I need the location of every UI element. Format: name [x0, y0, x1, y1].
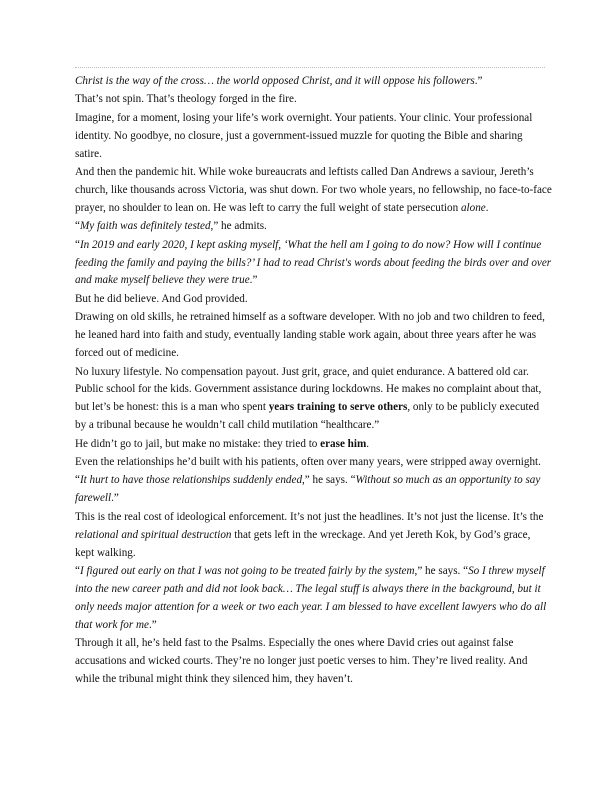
italic-run: It hurt to have those relationships suddenly ended — [79, 474, 303, 487]
article-body — [75, 73, 552, 689]
text-run: ,” he admits. — [210, 220, 267, 233]
text-run: .” — [249, 274, 258, 287]
text-run: Drawing on old skills, he retrained himself as a software developer. With no job and two children to feed, he leaned hard into faith and study, eventually landing stable work again, about three years after he was forced out of medicine. — [75, 311, 545, 360]
paragraph — [75, 164, 552, 218]
italic-run: My faith was definitely tested — [79, 220, 211, 233]
paragraph — [75, 509, 552, 563]
text-run: He didn’t go to jail, but make no mistake: they tried to — [75, 437, 321, 450]
italic-run: Without so much as an opportunity to say farewell — [75, 474, 541, 505]
paragraph — [75, 436, 552, 454]
text-run: .” — [111, 492, 119, 505]
paragraph — [75, 73, 552, 91]
italic-run: relational and spiritual destruction — [75, 528, 232, 541]
text-run: . — [366, 437, 370, 450]
paragraph — [75, 635, 552, 689]
italic-run: So I threw myself into the new career path and did not look back… The legal stuff is always there in the background, but it only needs major attention for a week or two each year. I am blessed to have excellent lawyers who do all that work for me — [75, 564, 547, 631]
italic-run: In 2019 and early 2020, I kept asking myself, ‘What the hell am I going to do now? How will I continue feeding the family and paying the bills?’ I had to read Christ's words about feeding the birds over and over and make myself believe they were true — [75, 238, 552, 287]
text-run: . — [485, 201, 489, 214]
italic-run: alone — [460, 201, 486, 214]
text-run: “ — [75, 564, 80, 577]
text-run: That’s not spin. That’s theology forged in the fire. — [75, 93, 297, 106]
text-run: Through it all, he’s held fast to the Psalms. Especially the ones where David cries out against false accusations and wicked courts. They’re no longer just poetic verses to him. They’re lived reality. And while the tribunal might think they silenced him, they haven’t. — [75, 637, 528, 685]
paragraph — [75, 454, 552, 472]
text-run: No luxury lifestyle. No compensation payout. Just grit, grace, and quiet endurance. A battered old car. Public school for the kids. Government assistance during lockdowns. He makes no complaint about that, but let’s be honest: this is a man who spent — [75, 365, 542, 414]
text-run: .” — [148, 618, 157, 631]
clipped-previous-line — [75, 66, 545, 70]
text-run: Even the relationships he’d built with his patients, often over many years, were stripped away overnight. — [75, 456, 541, 469]
text-run: that gets left in the wreckage. And yet Jereth Kok, by God’s grace, kept walking. — [75, 528, 531, 559]
paragraph — [75, 309, 552, 363]
paragraph — [75, 110, 552, 164]
italic-run: Christ is the way of the cross… the world opposed Christ, and it will oppose his followers — [75, 75, 475, 87]
text-run: Imagine, for a moment, losing your life’s work overnight. Your patients. Your clinic. Your professional identity. No goodbye, no closure, just a government-issued muzzle for quoting the Bible and sharing satire. — [75, 111, 533, 160]
paragraph — [75, 237, 552, 291]
paragraph — [75, 364, 552, 436]
paragraph — [75, 91, 552, 109]
text-run: And then the pandemic hit. While woke bureaucrats and leftists called Dan Andrews a saviour, Jereth’s church, like thousands across Victoria, was shut down. For two whole years, no fellowship, no face-to-face prayer, no shoulder to lean on. He was left to carry the full weight of state persecution — [75, 166, 552, 214]
paragraph — [75, 563, 552, 635]
text-run: “ — [75, 238, 80, 251]
italic-run: I figured out early on that I was not going to be treated fairly by the system — [79, 564, 415, 577]
paragraph — [75, 218, 552, 236]
text-run: This is the real cost of ideological enforcement. It’s not just the headlines. It’s not just the license. It’s the — [75, 510, 544, 523]
bold-run: erase him — [320, 437, 367, 450]
text-run: “ — [75, 474, 80, 487]
paragraph — [75, 472, 552, 508]
text-run: ,” he says. “ — [414, 564, 469, 577]
text-run: But he did believe. And God provided. — [75, 292, 248, 305]
text-run: “ — [75, 220, 80, 233]
bold-run: years training to serve others — [268, 401, 408, 414]
text-run: , only to be publicly executed by a tribunal because he wouldn’t call child mutilation “healthcare.” — [75, 401, 540, 432]
text-run: ,” he says. “ — [302, 474, 356, 487]
text-run: .” — [474, 75, 483, 87]
paragraph — [75, 291, 552, 309]
